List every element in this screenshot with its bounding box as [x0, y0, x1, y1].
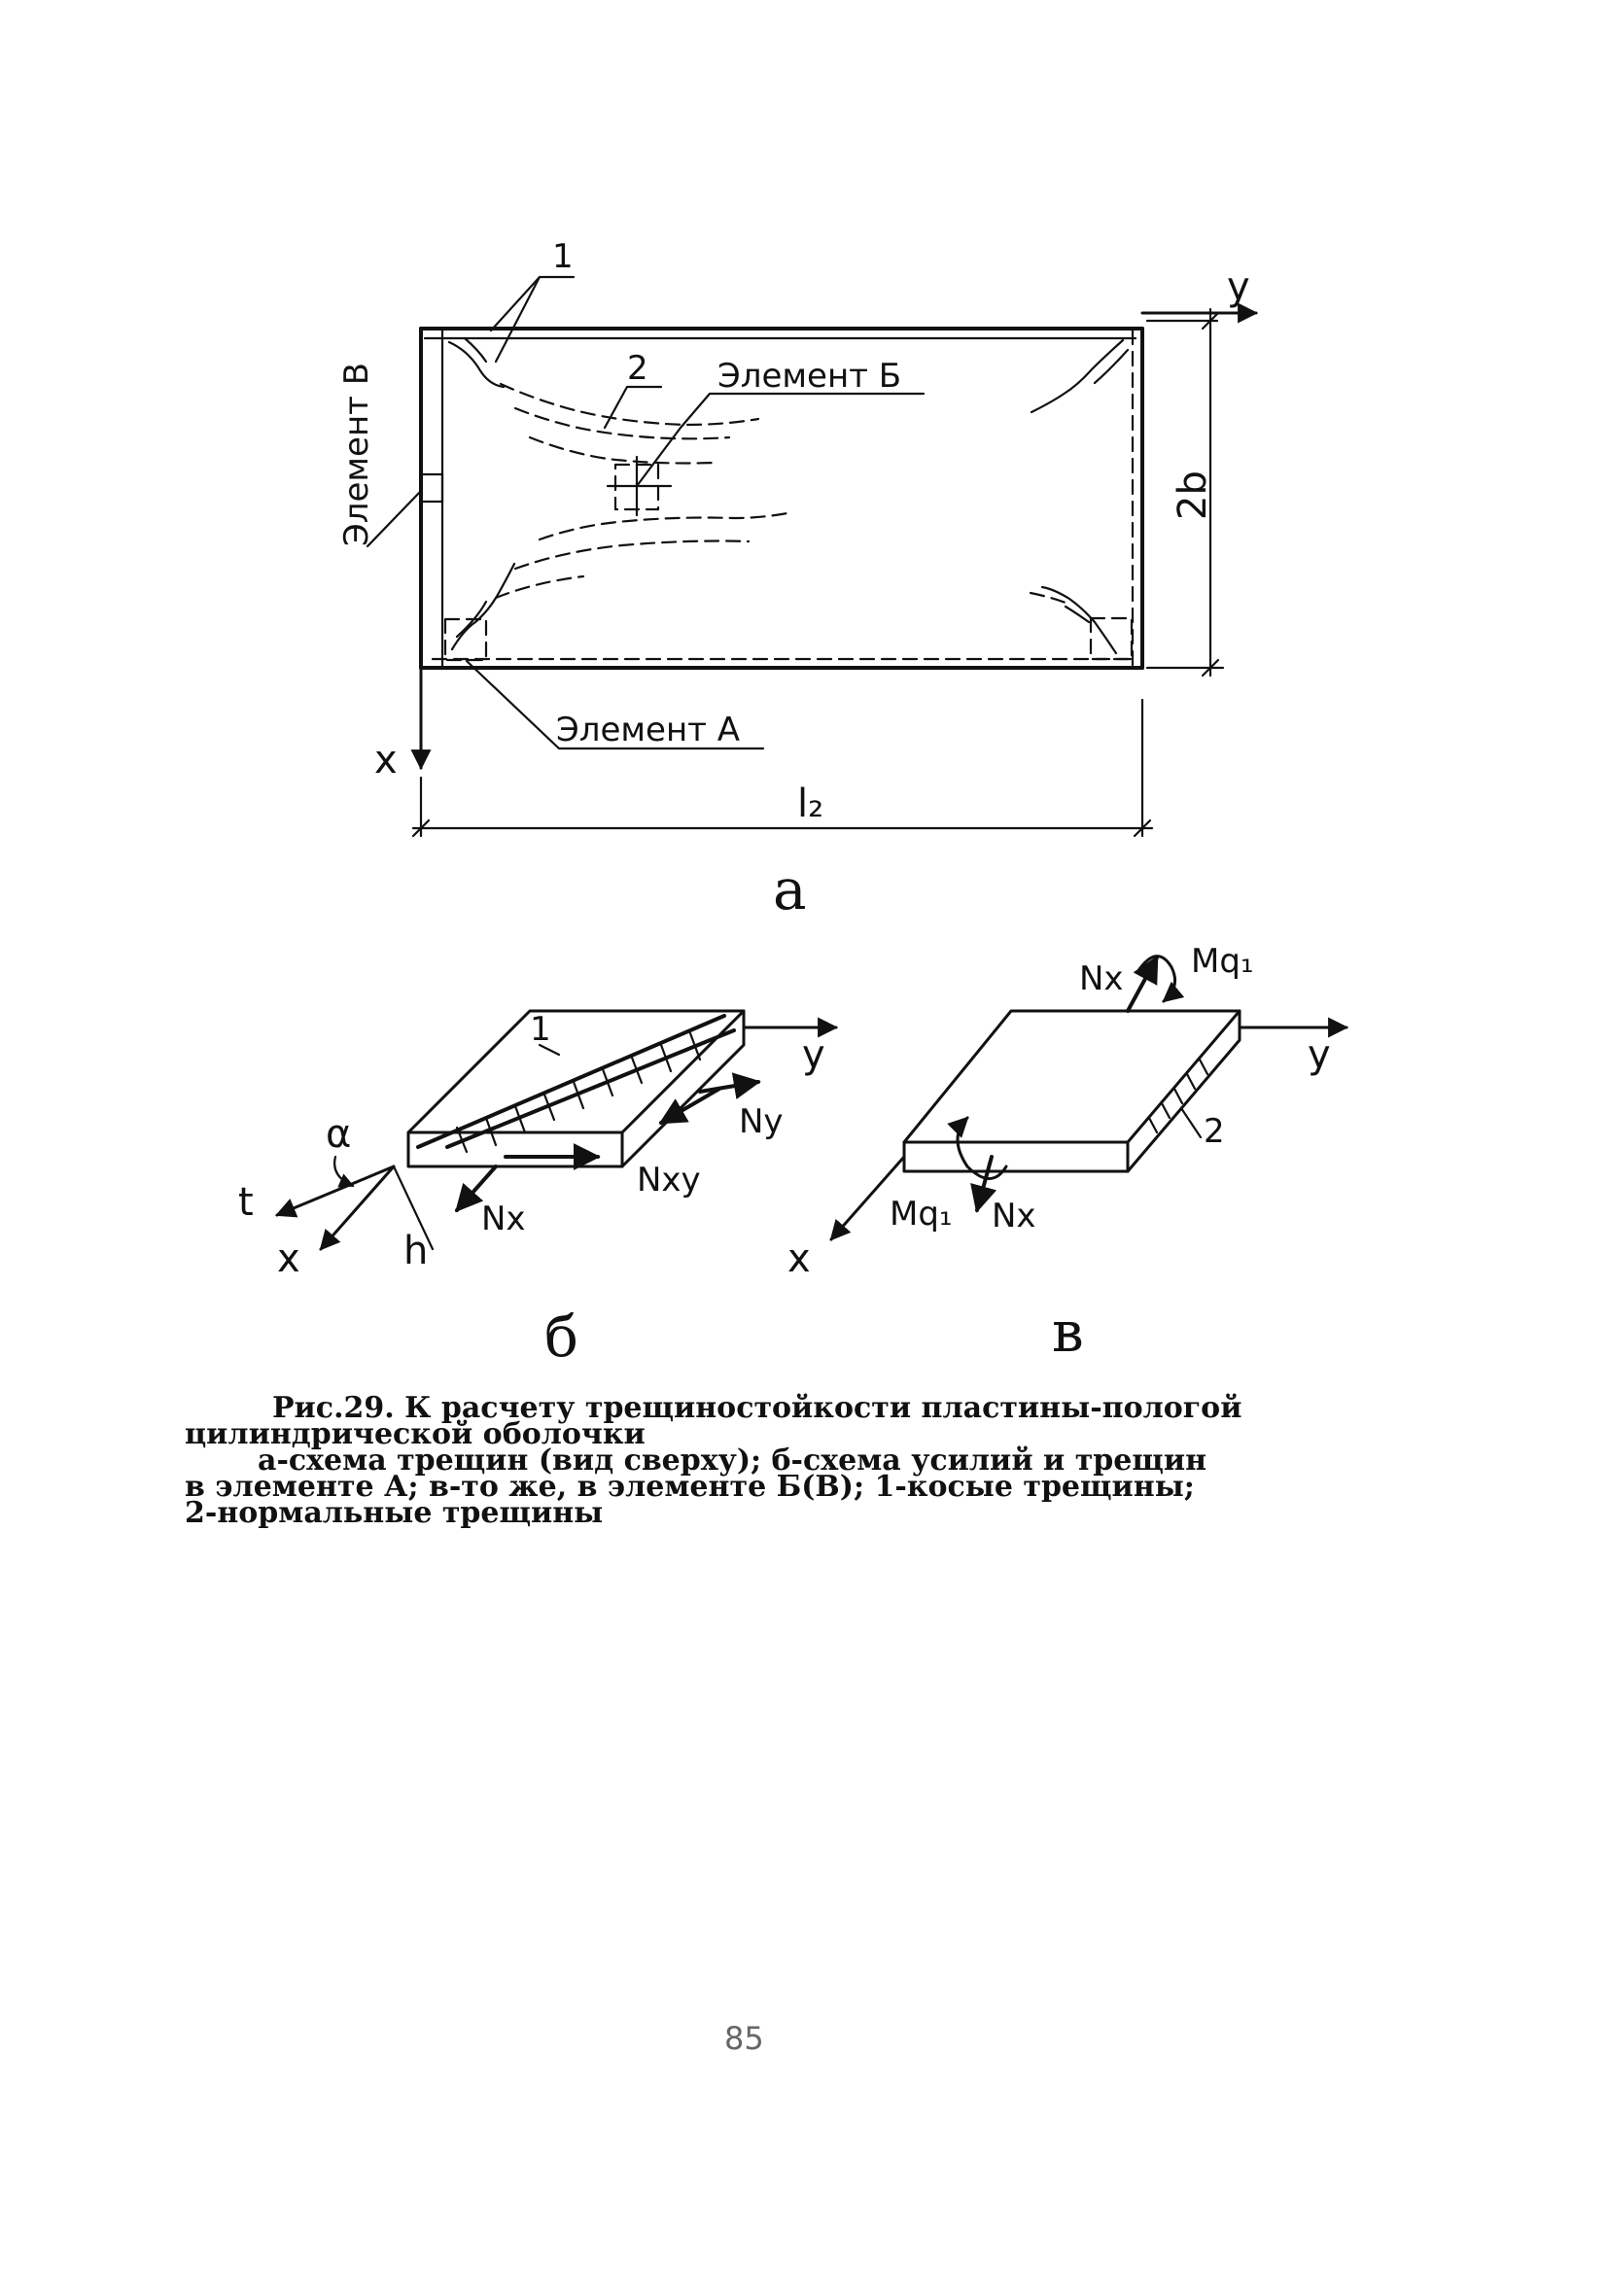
diagram-a — [337, 237, 1256, 922]
axis-y-label: y — [1227, 264, 1250, 309]
force-front-label: Nх — [992, 1197, 1036, 1235]
callout-2-label: 2 — [627, 349, 648, 388]
callout-2-leader — [1181, 1108, 1201, 1137]
axis-y-label-b: y — [802, 1032, 825, 1077]
caption-line-4: в элементе А; в-то же, в элементе Б(В); 1-косые трещины; — [185, 1470, 1195, 1504]
normal-cracks — [496, 384, 1066, 603]
element-b-label: Элемент Б — [717, 357, 902, 396]
element-v-label: Элемент В — [337, 362, 376, 546]
dim-width-label: 2b — [1171, 470, 1215, 520]
page-number: 85 — [724, 2020, 764, 2057]
leader-lines — [367, 277, 924, 748]
axis-x-label-b: x — [277, 1236, 300, 1281]
plate-v-outline — [904, 1011, 1240, 1171]
element-v-marker — [421, 474, 442, 502]
sublabel-b: б — [544, 1304, 578, 1370]
angle-label-b: α — [326, 1112, 352, 1157]
sublabel-a: а — [773, 856, 807, 922]
axis-x-label-v: x — [787, 1236, 811, 1281]
force-nxy-label: Nху — [637, 1161, 701, 1200]
callout-1-label: 1 — [552, 237, 574, 276]
force-nx-label-b: Nх — [481, 1200, 526, 1238]
moment-front-label: Mq₁ — [890, 1195, 953, 1234]
sublabel-v: в — [1052, 1299, 1084, 1365]
thickness-label-b: h — [403, 1229, 429, 1273]
callout-1-label-b: 1 — [530, 1010, 551, 1049]
moment-top-label: Mq₁ — [1191, 942, 1254, 981]
caption-line-3: а-схема трещин (вид сверху); б-схема усилий и трещин — [258, 1444, 1207, 1478]
dim-length-label: l₂ — [797, 782, 824, 826]
element-a-label: Элемент А — [556, 711, 741, 749]
figure-caption — [185, 1391, 1241, 1530]
side-cracks — [1149, 1060, 1207, 1132]
diagram-v — [787, 942, 1346, 1365]
force-ny-label: Nу — [739, 1102, 784, 1141]
axis-y-label-v: y — [1308, 1032, 1331, 1077]
force-top-label: Nх — [1079, 959, 1124, 998]
caption-line-1: Рис.29. К расчету трещиностойкости пластины-пологой — [272, 1391, 1242, 1425]
caption-line-5: 2-нормальные трещины — [185, 1496, 604, 1530]
diagram-b — [238, 1010, 836, 1370]
callout-2-label-v: 2 — [1204, 1112, 1225, 1151]
axis-t-label-b: t — [238, 1180, 254, 1225]
element-a-marker — [445, 619, 486, 660]
caption-line-2: цилиндрической оболочки — [185, 1417, 646, 1451]
element-b-marker — [608, 457, 671, 515]
top-force-moment — [1128, 957, 1175, 1011]
force-arrows-b — [457, 1082, 758, 1210]
axis-x-label: x — [374, 738, 398, 783]
